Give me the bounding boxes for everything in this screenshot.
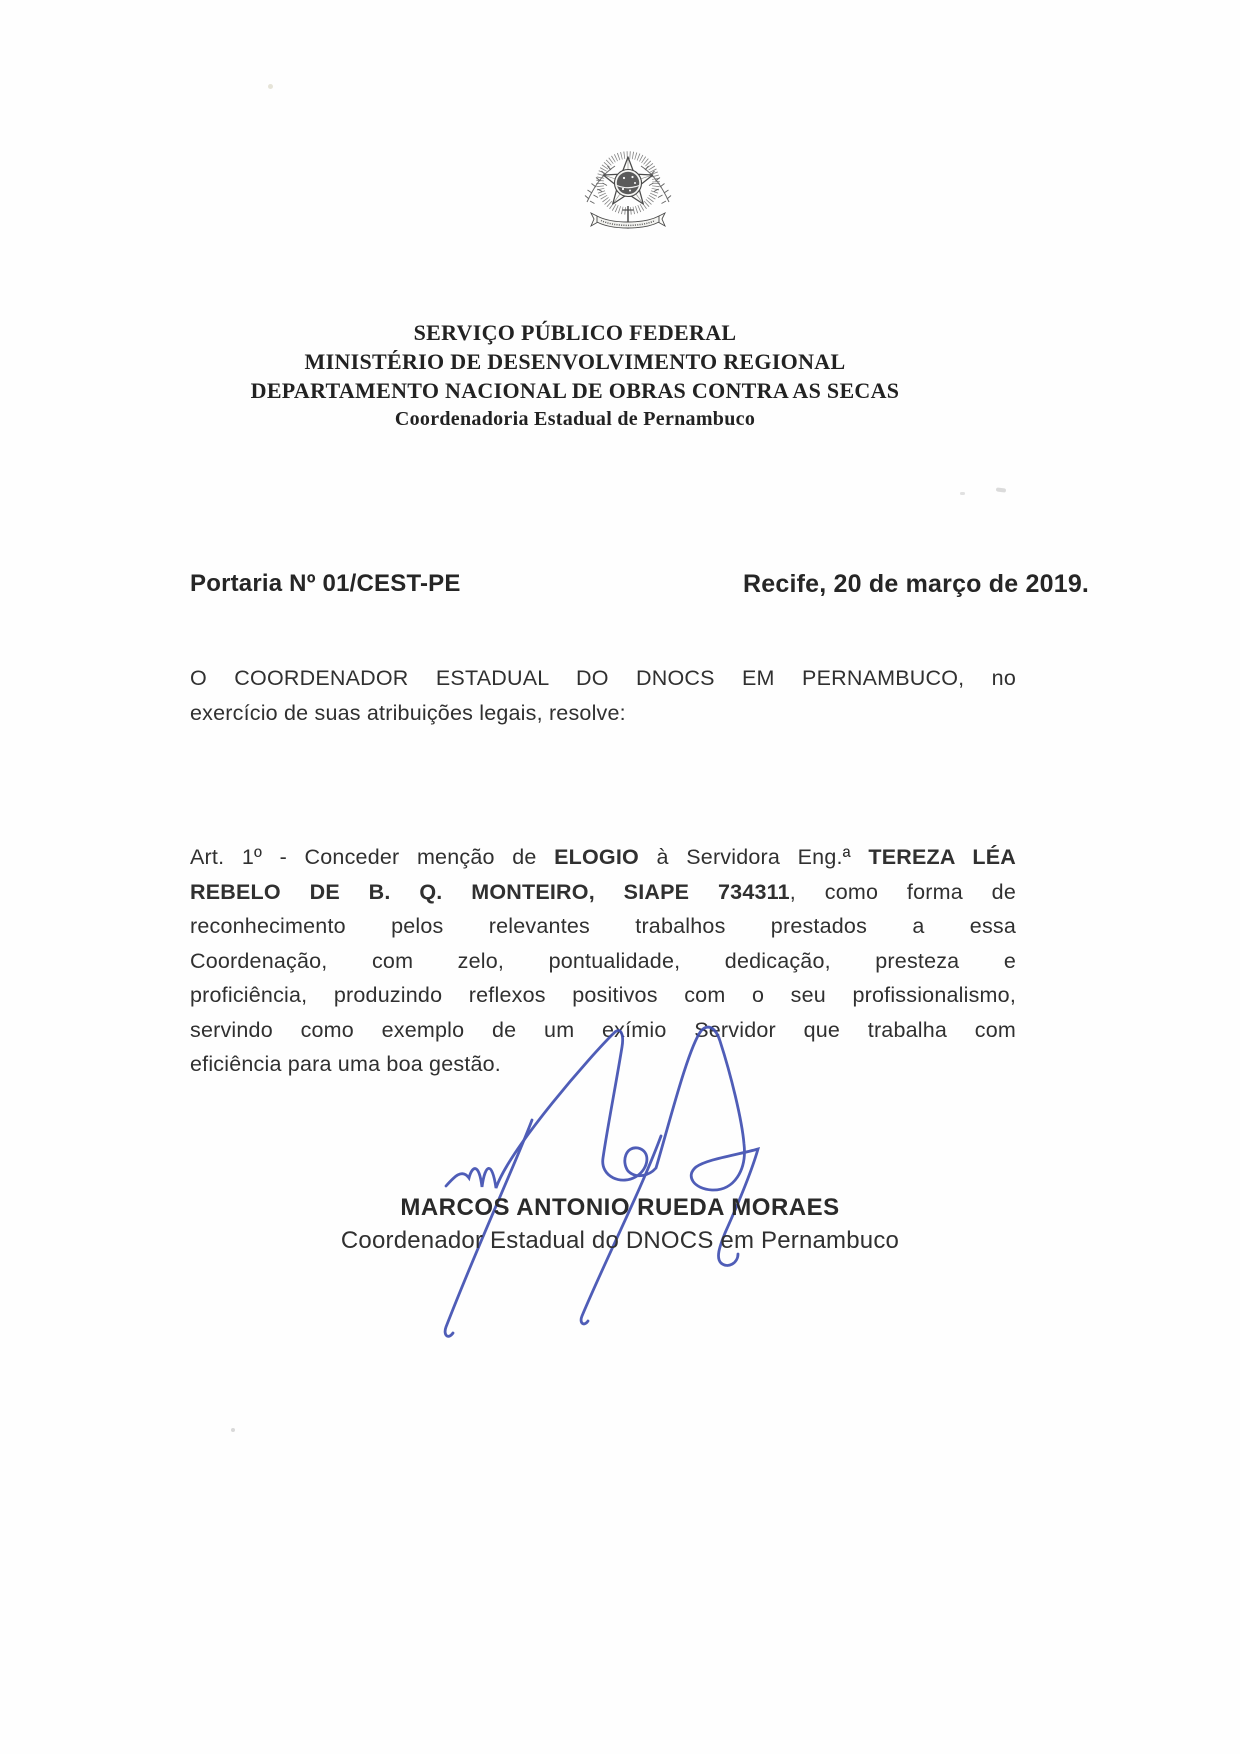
article-line: REBELO DE B. Q. MONTEIRO, SIAPE 734311, como forma de (190, 879, 1016, 904)
right-branch-icon (641, 166, 671, 204)
letterhead (40, 318, 1110, 434)
article-line: reconhecimento pelos relevantes trabalhos prestados a essa (190, 914, 1016, 938)
scan-artifact (960, 492, 965, 495)
scan-artifact (996, 487, 1006, 492)
opening-line-1: O COORDENADOR ESTADUAL DO DNOCS EM PERNAMBUCO, no (190, 666, 1016, 690)
article-paragraph (190, 840, 1016, 1082)
letterhead-line-3: DEPARTAMENTO NACIONAL DE OBRAS CONTRA AS SECAS (250, 378, 900, 403)
scan-artifact (231, 1428, 235, 1432)
article-line: servindo como exemplo de um exímio Servidor que trabalha com (190, 1017, 1016, 1042)
signer-role: Coordenador Estadual do DNOCS em Pernambuco (340, 1227, 900, 1254)
letterhead-line-4: Coordenadoria Estadual de Pernambuco (394, 408, 756, 430)
reference-date-row (190, 570, 1130, 604)
article-line: proficiência, produzindo reflexos positivos com o seu profissionalismo, (190, 983, 1016, 1007)
signature-block (190, 1191, 1050, 1257)
article-line: eficiência para uma boa gestão. (190, 1052, 501, 1076)
document-reference: Portaria Nº 01/CEST-PE (190, 570, 461, 597)
opening-paragraph (190, 661, 1016, 730)
article-line: Coordenação, com zelo, pontualidade, dedicação, presteza e (190, 948, 1016, 973)
letterhead-line-2: MINISTÉRIO DE DESENVOLVIMENTO REGIONAL (304, 349, 846, 374)
signer-name: MARCOS ANTONIO RUEDA MORAES (400, 1194, 840, 1221)
scan-artifact (268, 84, 273, 89)
brazil-coat-of-arms-emblem (574, 143, 682, 238)
place-date: Recife, 20 de março de 2019. (743, 570, 1090, 598)
opening-line-2: exercício de suas atribuições legais, resolve: (190, 700, 626, 725)
article-line: Art. 1º - Conceder menção de ELOGIO à Servidora Eng.ª TEREZA LÉA (190, 845, 1016, 869)
letterhead-line-1: SERVIÇO PÚBLICO FEDERAL (413, 320, 737, 345)
